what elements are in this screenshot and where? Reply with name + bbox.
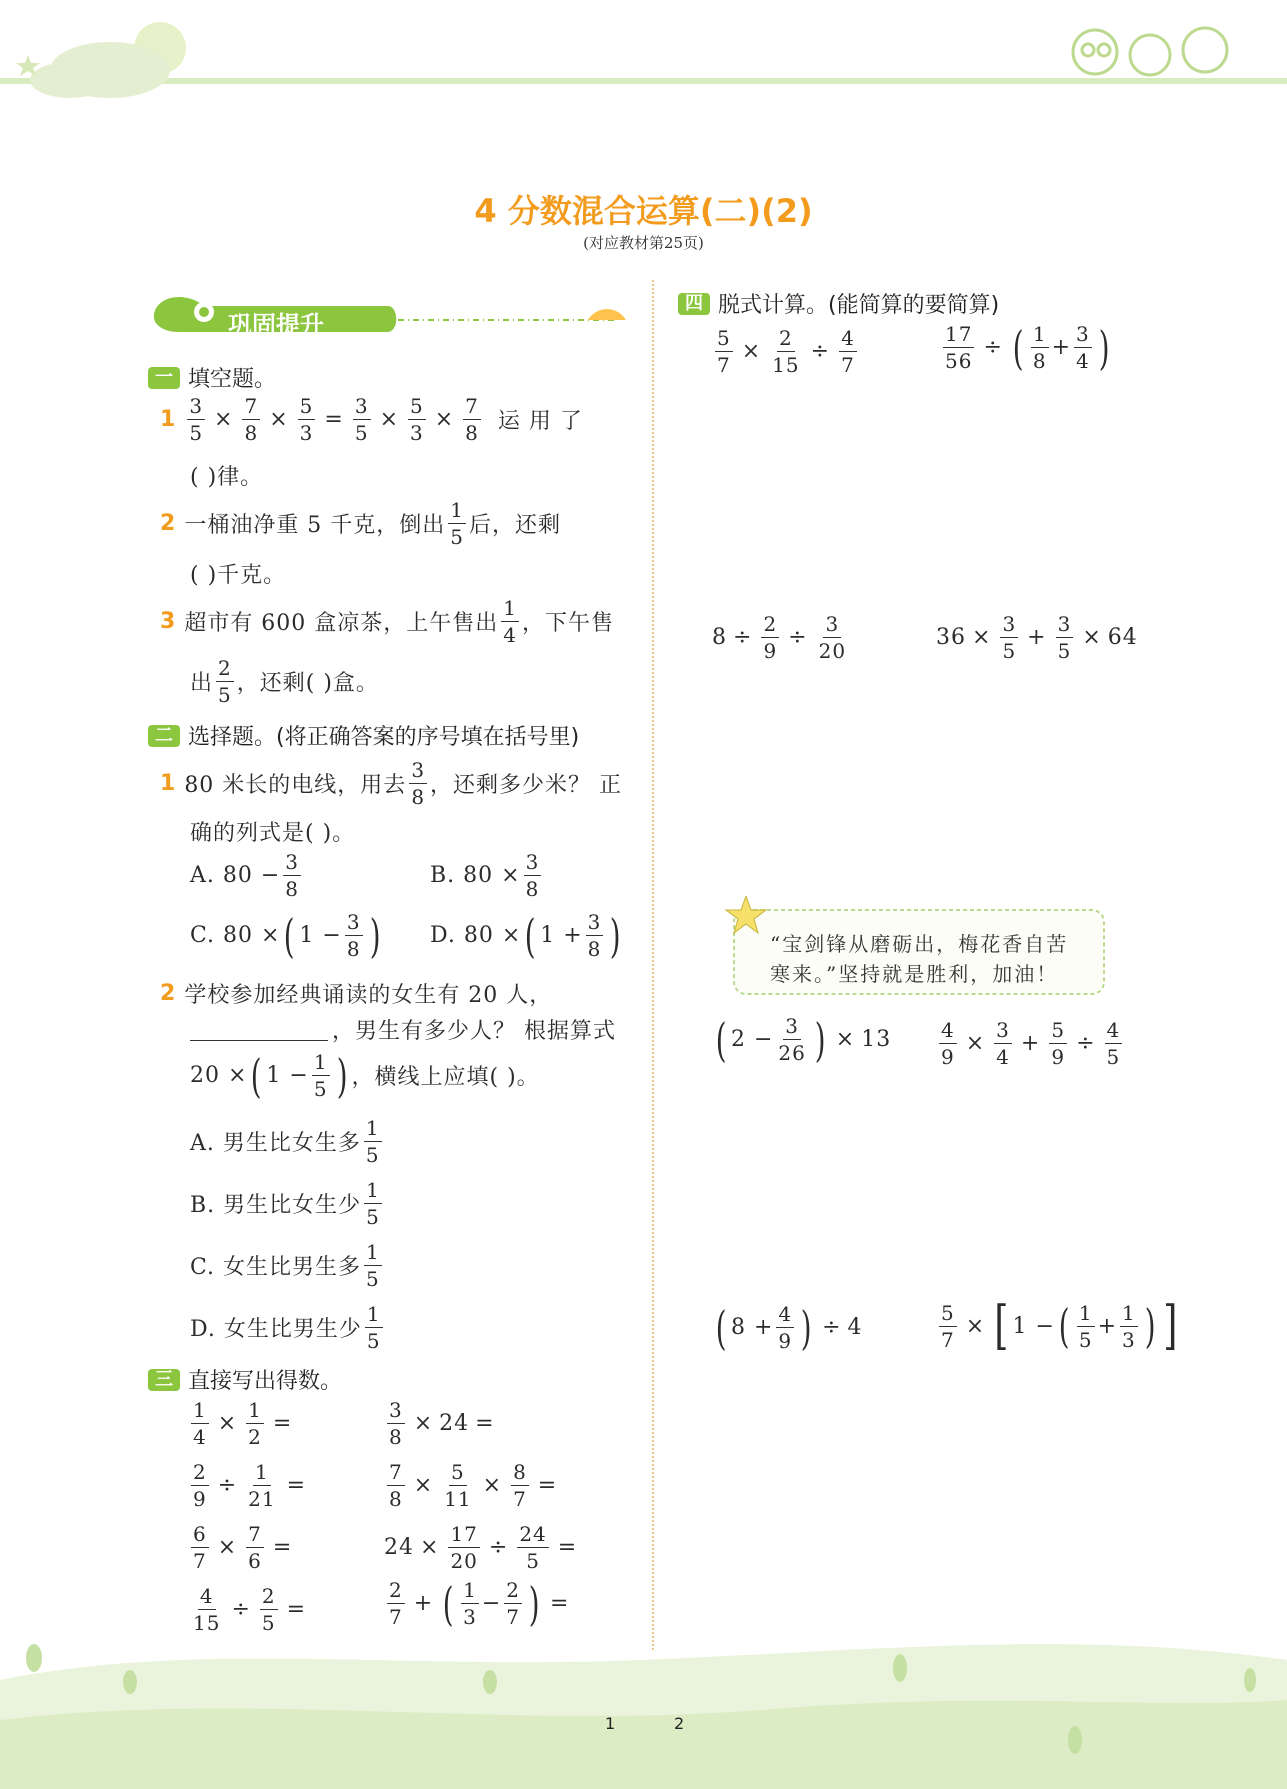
s2-q2-option-d-label: D. 女生比男生少: [190, 1317, 362, 1342]
s2-q1-option-b[interactable]: B. 80 × $\frac{3}{8}$: [430, 850, 540, 901]
s2-q2-option-c[interactable]: C. 女生比男生多 $\frac{1}{5}$: [190, 1240, 380, 1291]
s3-item-5[interactable]: $\frac{6}{7}$ × $\frac{7}{6}$ =: [193, 1522, 293, 1573]
top-decoration: [0, 0, 1287, 110]
s1-q2-line1: 2 一桶油净重 5 千克，倒出 $\frac{1}{5}$ 后，还剩: [160, 498, 562, 549]
section-3-number: 三: [148, 1369, 180, 1391]
s4-item-6[interactable]: $\frac{4}{9}$ × $\frac{3}{4}$ + $\frac{5}{9}$ ÷ $\frac{4}{5}$: [941, 1018, 1121, 1069]
s2-q1-text-a: 80 米长的电线，用去: [184, 773, 407, 798]
s2-q2-text-c: 20 ×: [190, 1063, 248, 1088]
s2-q1-number: 1: [160, 771, 177, 796]
s2-q2-option-a-label: A. 男生比女生多: [190, 1131, 361, 1156]
s1-q2-number: 2: [160, 511, 177, 536]
footer-hills: [0, 1620, 1287, 1789]
s3-item-4[interactable]: $\frac{7}{8}$ × $\frac{5}{11}$ × $\frac{8}{7}$ =: [389, 1460, 558, 1511]
s3-item-1[interactable]: $\frac{1}{4}$ × $\frac{1}{2}$ =: [193, 1398, 293, 1449]
quote-line-1: “宝剑锋从磨砺出，梅花香自苦: [770, 932, 1069, 956]
s2-q2-option-a[interactable]: A. 男生比女生多 $\frac{1}{5}$: [190, 1116, 380, 1167]
page-number-left: 1: [605, 1714, 616, 1733]
s4-item-3[interactable]: 8 ÷ $\frac{2}{9}$ ÷ $\frac{3}{20}$: [712, 612, 847, 663]
s2-q1-option-c-label: C. 80 ×: [190, 923, 281, 948]
s1-q3-number: 3: [160, 609, 177, 634]
s2-q1-option-b-label: B. 80 ×: [430, 863, 521, 888]
s2-q1-option-a[interactable]: A. 80 − $\frac{3}{8}$: [190, 850, 300, 901]
s4-item-5[interactable]: ( 2 − $\frac{3}{26}$ ) × 13: [715, 1012, 892, 1067]
s2-q2-number: 2: [160, 981, 177, 1006]
s1-q3-line2: 出 $\frac{2}{5}$ ，还剩( )盒。: [190, 656, 379, 707]
s4-item-7[interactable]: ( 8 + $\frac{4}{9}$ ) ÷ 4: [715, 1300, 863, 1355]
s2-q1-option-a-label: A. 80 −: [190, 863, 281, 888]
page-subtitle: (对应教材第25页): [583, 234, 704, 252]
banner-decoration: [148, 284, 628, 344]
s2-q2-option-b-label: B. 男生比女生少: [190, 1193, 362, 1218]
s2-q2-option-d[interactable]: D. 女生比男生少 $\frac{1}{5}$: [190, 1302, 381, 1353]
page-title: 4 分数混合运算(二)(2): [474, 192, 813, 230]
s1-q2-text-a: 一桶油净重 5 千克，倒出: [184, 513, 446, 538]
s3-item-6[interactable]: 24 × $\frac{17}{20}$ ÷ $\frac{24}{5}$ =: [384, 1522, 578, 1573]
s2-q1-text-b: ，还剩多少米？ 正: [430, 773, 623, 798]
s1-q3-text-c: 出: [190, 671, 214, 696]
s3-item-7[interactable]: $\frac{4}{15}$ ÷ $\frac{2}{5}$ =: [193, 1584, 307, 1635]
s4-item-8[interactable]: $\frac{5}{7}$ × [ 1 − ( $\frac{1}{5}$ + $\frac{1}{3}$ ) ]: [941, 1296, 1178, 1356]
section-4-header: [678, 288, 999, 319]
section-2-title: 选择题。(将正确答案的序号填在括号里): [188, 725, 580, 750]
s2-q2-option-c-label: C. 女生比男生多: [190, 1255, 362, 1280]
banner-label: 巩固提升: [228, 311, 324, 339]
column-divider: [652, 280, 654, 1650]
s1-q1-number: 1: [160, 407, 177, 432]
s2-q2-line3: 20 × ( 1 − $\frac{1}{5}$ ) ，横线上应填( )。: [190, 1048, 540, 1103]
section-4-title: 脱式计算。(能简算的要简算): [718, 293, 1000, 318]
section-2-number: 二: [148, 725, 180, 747]
s3-item-3[interactable]: $\frac{2}{9}$ ÷ $\frac{1}{21}$ =: [193, 1460, 307, 1511]
section-3-title: 直接写出得数。: [188, 1369, 343, 1394]
section-3-header: [148, 1364, 342, 1395]
s1-q1-text: 运 用 了: [497, 409, 583, 434]
s2-q1-option-d[interactable]: D. 80 × ( 1 + $\frac{3}{8}$ ): [430, 908, 622, 963]
s2-q1-line1: 1 80 米长的电线，用去 $\frac{3}{8}$ ，还剩多少米？ 正: [160, 758, 623, 809]
s4-item-1[interactable]: $\frac{5}{7}$ × $\frac{2}{15}$ ÷ $\frac{4}{7}$: [717, 326, 855, 377]
s1-q3-text-b: ，下午售: [522, 611, 615, 636]
section-1-number: 一: [148, 367, 180, 389]
s3-item-8[interactable]: $\frac{2}{7}$ + ( $\frac{1}{3}$ − $\frac{2}{7}$ ) =: [389, 1576, 570, 1631]
s1-q1-line1: 1 $\frac{3}{5}$ × $\frac{7}{8}$ × $\frac{5}{3}$ = $\frac{3}{5}$ × $\frac{5}{3}$ × $\frac{7}{8}$ 运 用 了: [160, 394, 583, 445]
s4-item-2[interactable]: $\frac{17}{56}$ ÷ ( $\frac{1}{8}$ + $\frac{3}{4}$ ): [945, 320, 1110, 375]
s2-q2-option-b[interactable]: B. 男生比女生少 $\frac{1}{5}$: [190, 1178, 380, 1229]
s2-q2-line2: [190, 1014, 616, 1045]
section-4-number: 四: [678, 293, 710, 315]
s2-q2-line1: [160, 978, 552, 1009]
s1-q3-line1: 3 超市有 600 盒凉茶，上午售出 $\frac{1}{4}$ ，下午售: [160, 596, 615, 647]
s2-q1-option-d-label: D. 80 ×: [430, 923, 522, 948]
quote-line-2: 寒来。”坚持就是胜利，加油！: [770, 962, 1059, 986]
s2-q2-text-d[interactable]: ，横线上应填( )。: [351, 1065, 540, 1090]
section-1-header: [148, 362, 276, 393]
s3-item-2[interactable]: $\frac{3}{8}$ × 24 =: [389, 1398, 495, 1449]
s2-q2-answer-blank[interactable]: [190, 1018, 328, 1041]
s2-q2-text-a: 学校参加经典诵读的女生有 20 人，: [184, 983, 553, 1008]
animal-faces-icon: [1073, 28, 1227, 75]
s2-q2-text-b: ，男生有多少人？ 根据算式: [332, 1019, 616, 1044]
cloud-sun-icon: [16, 22, 186, 98]
page-number-right: 2: [674, 1714, 685, 1733]
s2-q1-line2[interactable]: 确的列式是( )。: [190, 821, 356, 846]
s1-q3-blank[interactable]: ，还剩( )盒。: [236, 671, 379, 696]
s1-q3-text-a: 超市有 600 盒凉茶，上午售出: [184, 611, 499, 636]
s2-q1-option-c[interactable]: C. 80 × ( 1 − $\frac{3}{8}$ ): [190, 908, 381, 963]
section-2-header: [148, 720, 579, 751]
s4-item-4[interactable]: 36 × $\frac{3}{5}$ + $\frac{3}{5}$ × 64: [936, 612, 1138, 663]
s1-q1-blank[interactable]: ( )律。: [190, 465, 264, 490]
s1-q2-blank[interactable]: ( )千克。: [190, 563, 287, 588]
s1-q2-text-b: 后，还剩: [469, 513, 562, 538]
section-1-title: 填空题。: [188, 367, 277, 392]
